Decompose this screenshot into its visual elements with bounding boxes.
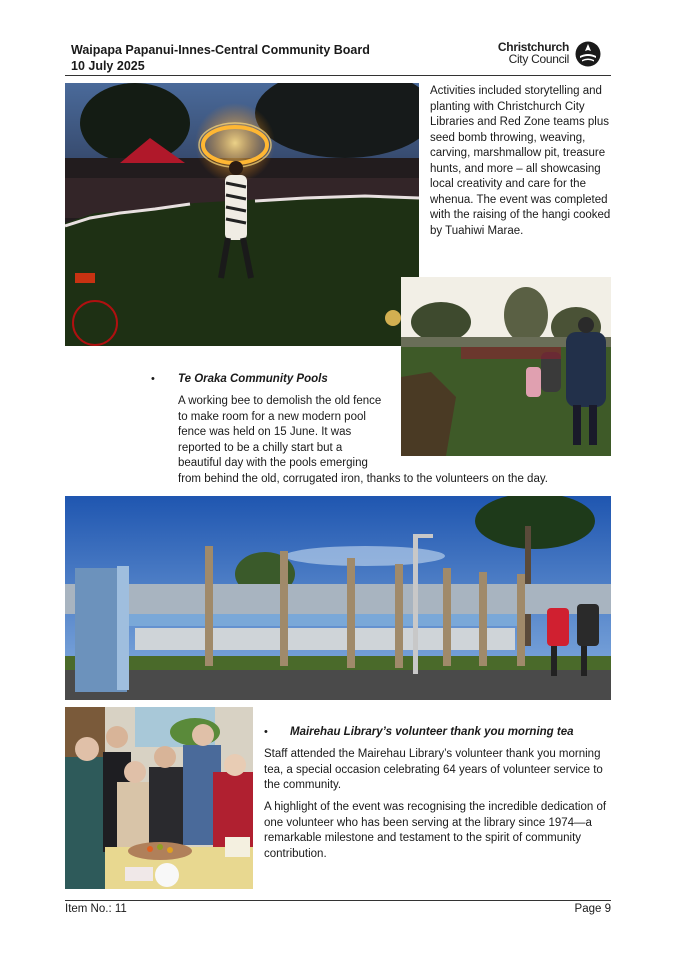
page-number: Page 9	[574, 903, 611, 915]
logo-line-2: City Council	[508, 52, 569, 66]
te-oraka-line-6: from behind the old, corrugated iron, thanks to the volunteers on the day.	[178, 472, 548, 485]
mairehau-text-2: A highlight of the event was recognising the incredible dedication of one volunteer who has been serving at the library since 1974—a remarkable milestone and testament to the spirit of community contribution.	[264, 801, 607, 860]
logo-line-1: Christchurch	[497, 40, 569, 54]
meeting-date: 10 July 2025	[71, 59, 145, 73]
footer-rule	[65, 900, 611, 901]
board-title: Waipapa Papanui-Innes-Central Community Board	[71, 43, 370, 57]
te-oraka-line-5: beautiful day with the pools emerging	[178, 457, 368, 469]
heading-mairehau-library: Mairehau Library’s volunteer thank you morning tea	[290, 726, 574, 738]
activities-text: Activities included storytelling and planting with Christchurch City Libraries and Red Zone teams plus seed bomb throwing, weaving, carving, marshmallow pit, treasure hunts, and more – all showcasing local creativity and care for the whenua. The event was completed with the raising of the hangi cooked by Tuahiwi Marae.	[430, 85, 611, 237]
photo-fire-performer	[65, 83, 419, 346]
mairehau-text-1: Staff attended the Mairehau Library’s volunteer thank you morning tea, a special occasion celebrating 64 years of volunteer service to the community.	[264, 748, 603, 791]
te-oraka-line-3: fence was held on 15 June. It was	[178, 426, 352, 438]
header-rule	[65, 75, 611, 76]
item-number: Item No.: 11	[65, 903, 127, 915]
bullet-te-oraka: •	[151, 373, 155, 385]
te-oraka-line-4: reported to be a chilly start but a	[178, 441, 343, 454]
photo-library-volunteers	[65, 707, 253, 889]
council-emblem-icon	[575, 41, 601, 67]
mairehau-paragraph-2	[264, 800, 610, 862]
mairehau-paragraph-1	[264, 747, 610, 794]
te-oraka-line-1: A working bee to demolish the old fence	[178, 395, 382, 407]
bullet-mairehau: •	[264, 726, 268, 738]
te-oraka-paragraph	[178, 394, 598, 487]
christchurch-city-council-logo	[497, 41, 601, 67]
photo-pool-fence	[65, 496, 611, 700]
te-oraka-line-2: to make room for a new modern pool	[178, 410, 366, 423]
activities-paragraph	[430, 84, 612, 239]
heading-te-oraka-pools: Te Oraka Community Pools	[178, 373, 328, 385]
